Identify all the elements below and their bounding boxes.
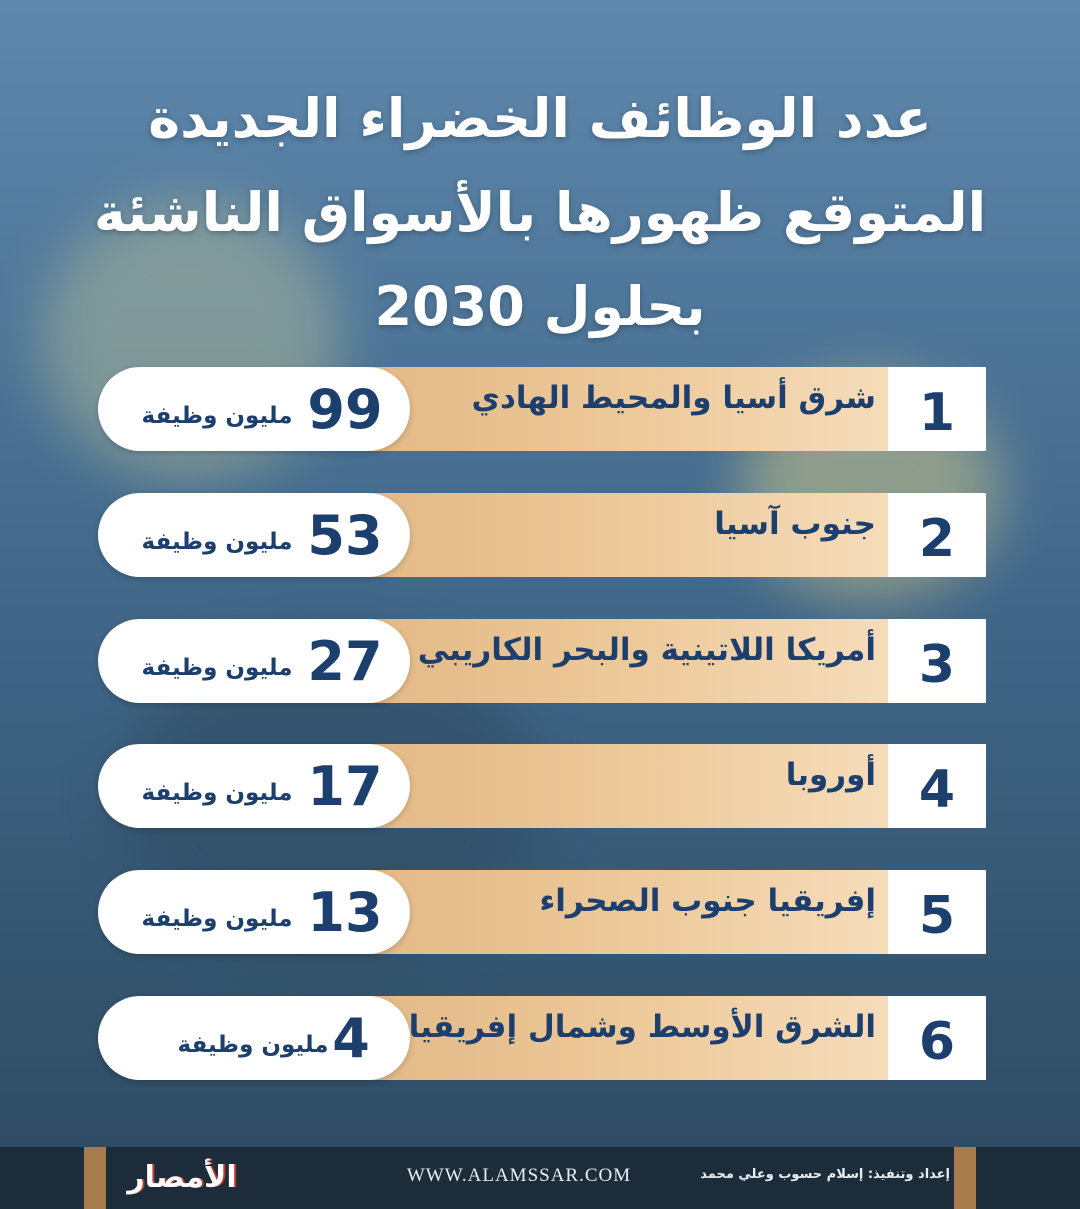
row-value: 17: [307, 755, 383, 818]
row-value: 13: [307, 881, 383, 944]
region-row: [98, 619, 986, 703]
region-name: أوروبا: [785, 757, 876, 793]
brand-logo: الأمصار: [127, 1160, 237, 1195]
infographic-title: [60, 72, 1020, 354]
region-row: [98, 870, 986, 954]
title-line-2: المتوقع ظهورها بالأسواق الناشئة: [93, 181, 987, 244]
title-line-3: بحلول 2030: [374, 275, 706, 338]
rank-number: 1: [888, 367, 986, 451]
unit-label: مليون وظيفة: [177, 1032, 329, 1058]
region-name: إفريقيا جنوب الصحراء: [539, 883, 876, 919]
footer-stripe-left: [84, 1147, 106, 1209]
website-link[interactable]: WWW.ALAMSSAR.COM: [406, 1165, 632, 1186]
footer-bar: [0, 1147, 1080, 1209]
value-pill: [98, 870, 410, 954]
value-pill: [98, 493, 410, 577]
value-pill: [98, 367, 410, 451]
unit-label: مليون وظيفة: [141, 655, 293, 681]
region-name: جنوب آسيا: [714, 506, 876, 542]
unit-label: مليون وظيفة: [141, 780, 293, 806]
rank-number: 5: [888, 870, 986, 954]
row-value: 4: [332, 1007, 370, 1070]
value-pill: [98, 619, 410, 703]
row-value: 53: [307, 504, 383, 567]
rank-number: 6: [888, 996, 986, 1080]
footer-stripe-right: [954, 1147, 976, 1209]
unit-label: مليون وظيفة: [141, 529, 293, 555]
rank-number: 3: [888, 619, 986, 703]
region-row: [98, 367, 986, 451]
region-row: [98, 744, 986, 828]
value-pill: [98, 996, 410, 1080]
rank-number: 4: [888, 744, 986, 828]
row-value: 27: [307, 630, 383, 693]
value-pill: [98, 744, 410, 828]
row-value: 99: [307, 378, 383, 441]
title-line-1: عدد الوظائف الخضراء الجديدة: [148, 87, 932, 150]
region-name: شرق أسيا والمحيط الهادي: [471, 380, 876, 416]
rank-number: 2: [888, 493, 986, 577]
unit-label: مليون وظيفة: [141, 906, 293, 932]
region-row: [98, 996, 986, 1080]
region-name: الشرق الأوسط وشمال إفريقيا: [408, 1009, 876, 1045]
region-row: [98, 493, 986, 577]
region-name: أمريكا اللاتينية والبحر الكاريبي: [417, 632, 876, 668]
unit-label: مليون وظيفة: [141, 403, 293, 429]
credit-text: إعداد وتنفيذ: إسلام حسوب وعلي محمد: [700, 1167, 950, 1182]
